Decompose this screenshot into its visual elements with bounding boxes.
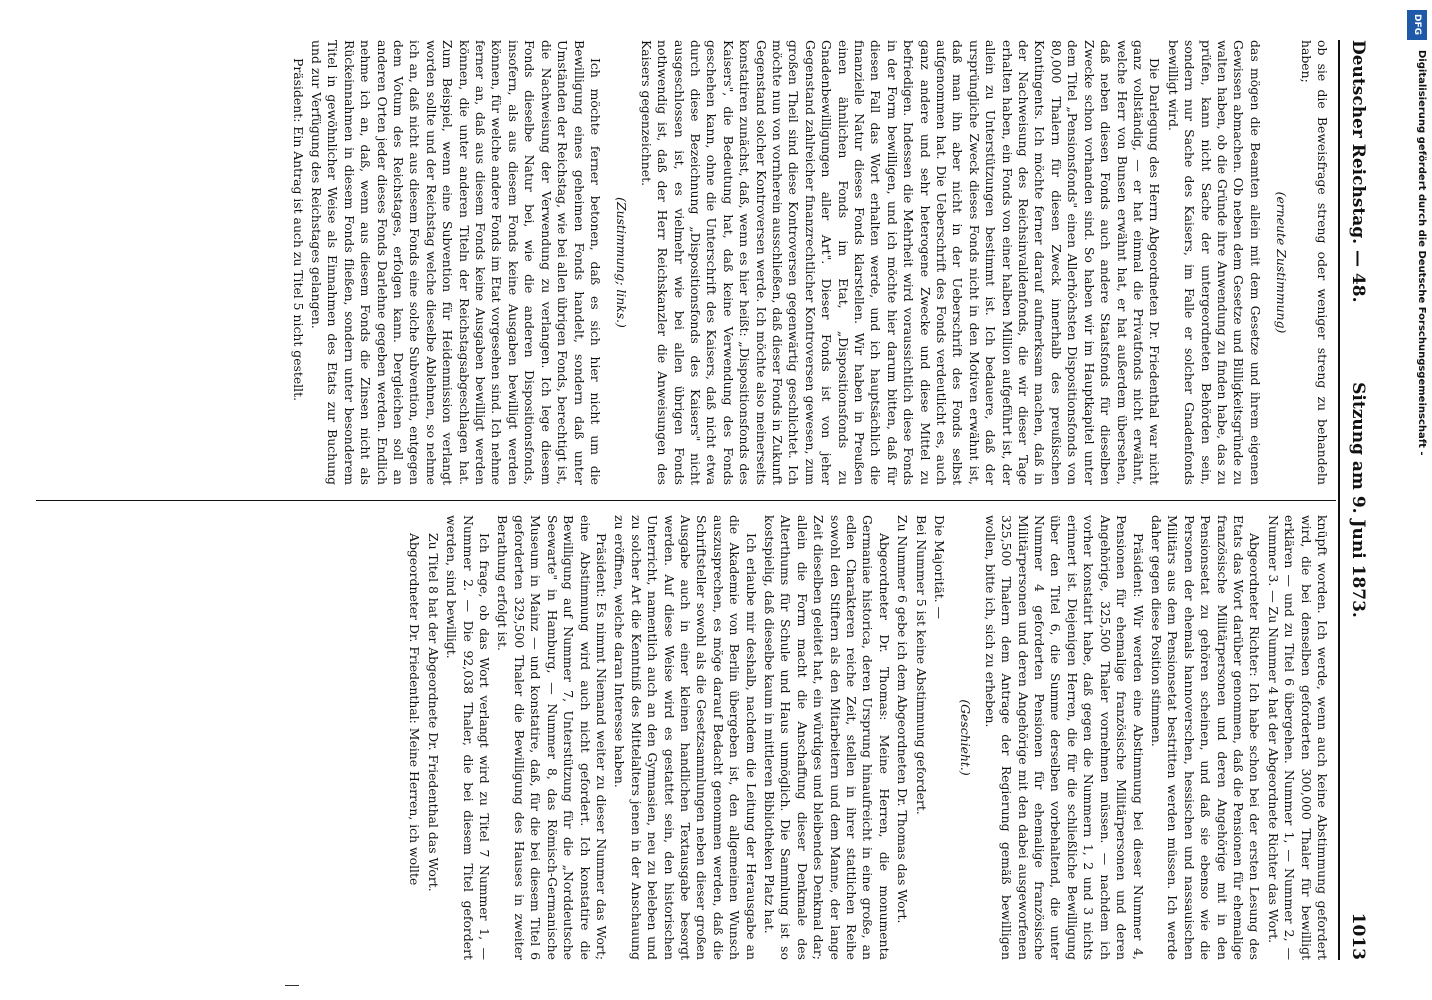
paragraph: Zu Nummer 6 gebe ich dem Abgeordneten Dr. Thomas das Wort. [895,515,911,924]
stage-direction: (Zustimmung; links.) [614,197,630,328]
speaker-paragraph: Präsident: Wir werden eine Abstimmung bei dieser Nummer 4, Pensionen für ehemalige französische Militärpersonen und deren Angehörige, 325,500 Thaler vornehmen müssen. — nachdem ich vorher konstatirt habe, daß gegen die Nummern 1, 2 und 3 nichts erinnert ist. Diejenigen Herren, die für die schließliche Bewilligung über den Titel 6, die Summe derselben vorbehaltend, die unter Nummer 4 geforderten Pensionen für ehemalige französische Militärpersonen und deren Angehörige mit den dabei ausgeworfenen 325,500 Thalern dem Antrage der Regierung gemäß bewilligen wollen, bitte ich, sich zu erheben. [982,515,1146,960]
digitization-sidebar [1405,10,1429,990]
digitization-note: Digitalisierung gefördert durch die Deutsche Forschungsgemeinschaft - [1416,50,1427,456]
paragraph: Bei Nummer 5 ist keine Abstimmung gefordert. [913,515,929,815]
paragraph: Zu Titel 8 hat der Abgeordnete Dr. Friedenthal das Wort. [425,533,441,892]
column-divider [36,500,1336,501]
paragraph: knüpft worden. Ich werde, wenn auch keine Abstimmung gefordert wird, die bei denselben geforderten 300,000 Thaler für bewilligt erklären — und zu Titel 6 übergehen. Nummer 1, — Nummer 2, — Nummer 3. — Zu Nummer 4 hat der Abgeordnete Richter das Wort. [1265,515,1330,960]
dfg-logo: DFG [1407,10,1427,40]
speaker-paragraph: Abgeordneter Richter: Ich habe schon bei der ersten Lesung des Etats das Wort darüber genommen, daß die Pensionen für ehemalige französische Militärpersonen und deren Angehörige mit in den Pensionsetat zu gehören scheinen, und daß sie ebenso wie die Personen der ehemals hannoverschen, hessischen und nassauischen Militärs aus dem Pensionsetat bestritten werden müssen. Ich werde daher gegen diese Position stimmen. [1148,515,1263,960]
speaker-paragraph: Präsident: Es nimmt Niemand weiter zu dieser Nummer das Wort; eine Abstimmung wird auch nicht gefordert. Ich konstatire die Bewilligung auf Nummer 7, Unterstützung für die „Norddeutsche Seewarte" in Hamburg, — Nummer 8, das Römisch-Germanische Museum in Mainz — und konstatire, daß, für die bei diesem Titel 6 geforderten 329,500 Thaler die Bewilligung des Hauses in zweiter Berathung erfolgt ist. [495,515,609,960]
paragraph: ob sie die Beweisfrage streng oder weniger streng zu behandeln haben; [1298,40,1330,485]
stage-direction: (erneute Zustimmung) [1274,191,1290,334]
paragraph: Ich frage, ob das Wort verlangt wird zu Titel 7 Nummer 1, — Nummer 2. — Die 92,038 Thaler, die bei diesem Titel gefordert werden, sind bewilligt. [444,515,493,960]
header-session-date: Sitzung am 9. Juni 1873. [1348,382,1368,618]
speaker-paragraph: Abgeordneter Dr. Friedenthal: Meine Herren, ich wollte [407,533,423,886]
paragraph: Ich erlaube mir deshalb, nachdem die Leitung der Herausgabe an die Akademie von Berlin übergeben ist, den allgemeinen Wunsch auszusprechen, es möge darauf Bedacht genommen werden, daß die Schriftsteller sowohl als die Gesetzsammlungen neben dieser großen Ausgabe auch in einer kleinen handlichen Textausgabe besorgt werden. Auf diese Weise wird es gestattet sein, den historischen Unterricht, namentlich auch an den Gymnasien, neu zu beleben und zu solcher Art die Kenntniß des Mittelalters jenen in der Anschauung zu eröffnen, welche daran Interesse haben. [612,515,759,960]
paragraph: Die Darlegung des Herrn Abgeordneten Dr. Friedenthal war nicht ganz vollständig, — er hat einmal die Privatfonds nicht erwähnt, welche Herr von Bunsen erwähnt hat, er hat außerdem übersehen, daß neben diesen Fonds auch andere Staatsfonds für dieselben Zwecke schon vorhanden sind. So haben wir im Hauptkapitel unter dem Titel „Pensionsfonds" einen Allerhöchsten Dispositionsfonds von 80,000 Thalern für diesen Zweck innerhalb des preußischen Kontingents. Ich möchte ferner darauf aufmerksam machen, daß in der Nachweisung des Reichsinvalidenfonds, die wir dieser Tage erhalten haben, ein Fonds von einer halben Million aufgeführt ist, der allein zu Unterstützungen bestimmt ist. Ich bedauere, daß der ursprüngliche Zweck dieses Fonds nicht in den Motiven erwähnt ist, daß man ihn aber nicht in der Ueberschrift des Fonds selbst aufgenommen hat. Die Ueberschrift des Fonds verdeutlicht es, auch ganz andere und sehr heterogene Zwecke und diese Mittel zu befriedigen. Indessen die Mehrheit wird voraussichtlich diese Fonds in der Form bewilligen, und ich möchte hier darum bitten, daß für diesen Fall das Wort erhalten werde, und ich hauptsächlich die finanzielle Natur dieses Fonds klarstellen. Wir haben in Preußen einen ähnlichen Fonds im Etat, „Dispositionsfonds zu Gnadenbewilligungen aller Art". Dieser Fonds ist von jeher Gegenstand zahlreicher finanzrechtlicher Kontroversen gewesen, zum großen Theil sind diese Kontroversen gegenwärtig geschlichtet. Ich möchte nun von vornherein ausschließen, daß dieser Fonds in Zukunft Gegenstand solcher Kontroversen werde. Ich möchte also meinerseits konstatiren zunächst, daß, wenn es hier heißt: „Dispositionsfonds des Kaisers", die Bedeutung hat, daß keine Verwendung des Fonds geschehen kann, ohne die Unterschrift des Kaisers, daß nicht etwa durch diese Bezeichnung „Dispositionsfonds des Kaisers" nicht ausgeschlossen ist, es vielmehr wie bei allen übrigen Fonds nothwendig ist, daß der Herr Reichskanzler die Anweisungen des Kaisers gegenzeichnet. [638,40,1163,485]
paragraph: das mögen die Beamten allein mit dem Gesetze und ihrem eigenen Gewissen abmachen. Ob neben dem Gesetze und Billigkeitsgründe zu walten haben, ob die Gründe ihre Anwendung zu finden habe, das zu prüfen, kann nicht Sache der untergeordneten Behörden sein, sondern nur Sache des Kaisers, im Falle er solcher Gnadenfonds bewilligt wird. [1165,40,1263,485]
speaker-paragraph: Abgeordneter Dr. Thomas: Meine Herren, die monumenta Germaniae historica, deren Ursprung hinaufreicht in eine große, an edlen Charakteren reiche Zeit, stellen in ihrer stattlichen Reihe sowohl den Stiftern als den Mitarbeitern und dem Manne, der lange Zeit dieselben geleitet hat, ein würdiges und bleibendes Denkmal dar; allein die Form macht die Anschaffung dieser Denkmale des Alterthums für Schule und Haus unmöglich. Die Sammlung ist so kostspielig, daß dieselbe kaum in mittleren Bibliotheken Platz hat. [762,515,892,960]
header-page-number: 1013 [1348,912,1368,960]
left-column [287,40,1330,485]
paragraph: Die Majorität. — [932,515,948,620]
header-publication: Deutscher Reichstag. — 48. [1348,40,1368,303]
paragraph: Ich möchte ferner betonen, daß es sich hier nicht um die Bewilligung eines geheimen Fonds handelt, sondern daß unter Umständen der Reichstag, wie bei allen übrigen Fonds, berechtigt ist, die Nachweisung der Verwendung zu verlangen. Ich lege diesem Fonds dieselbe Natur bei, wie die anderen Dispositionsfonds, insofern, als aus diesem Fonds keine Ausgaben bewilligt werden können, für welche andere Fonds im Etat vorgesehen sind. Ich nehme ferner an, daß aus diesem Fonds keine Ausgaben bewilligt werden können, die unter anderen Titeln der Reichstagsabgeschlagen hat. Zum Beispiel, wenn eine Subvention für Heidenmission verlangt worden sollte und der Reichstag welche dieselbe Ablehnen, so nehme ich an, daß nicht aus diesem Fonds eine solche Subvention, entgegen dem Votum des Reichstages, erfolgen kann. Dergleichen soll an anderen Orten jeder dieses Fonds Darlehne gegeben werden. Endlich nehme ich an, daß, wenn aus diesem Fonds die Zinsen nicht als Rückeinnahmen in diesem Fonds fließen, sondern unter besonderem Titel in gewöhnlicher Weise als Einnahmen des Etats zur Buchung und zur Verfügung des Reichstages gelangen. [309,40,603,485]
speaker-paragraph: Präsident: Ein Antrag ist auch zu Titel 5 nicht gestellt. [290,58,306,402]
page-header [1344,40,1370,960]
stage-direction: (Geschieht.) [958,699,974,776]
rotated-page-content [10,30,1370,970]
right-column [404,515,1330,960]
footer-mark [285,985,299,986]
header-rule [1338,40,1340,960]
